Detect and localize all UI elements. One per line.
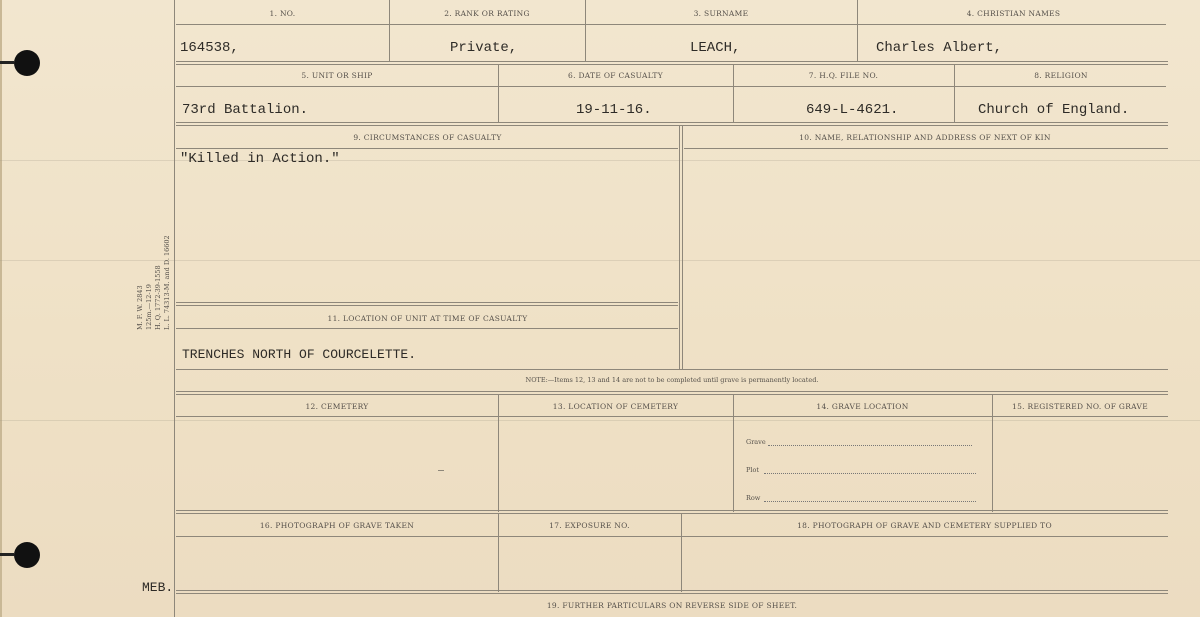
- header-cemetery: 12. CEMETERY: [305, 402, 369, 411]
- side-code-4: L. L. 74313-M. and D. 16602: [163, 235, 171, 330]
- frame-left-rule: [174, 0, 175, 617]
- punch-hole-bottom: [14, 542, 40, 568]
- christian-names-value: Charles Albert,: [876, 40, 1003, 56]
- date-of-casualty-value: 19-11-16.: [576, 102, 652, 118]
- header-unit: 5. UNIT OR SHIP: [301, 71, 373, 80]
- side-code-2: 125m.—12-19: [145, 284, 153, 330]
- binder-notch-top: [0, 61, 14, 64]
- header-religion: 8. RELIGION: [1034, 71, 1088, 80]
- header-registered-no: 15. REGISTERED NO. OF GRAVE: [1012, 402, 1148, 411]
- card-edge: [0, 0, 2, 617]
- header-photo-supplied: 18. PHOTOGRAPH OF GRAVE AND CEMETERY SUPPLIED TO: [797, 521, 1052, 530]
- header-rank: 2. RANK OR RATING: [444, 9, 530, 18]
- header-number: 1. NO.: [269, 9, 296, 18]
- location-of-unit-value: TRENCHES NORTH OF COURCELETTE.: [182, 347, 417, 362]
- surname-value: LEACH,: [690, 40, 741, 56]
- header-date: 6. DATE OF CASUALTY: [568, 71, 663, 80]
- service-number: 164538,: [180, 40, 239, 56]
- header-next-of-kin: 10. NAME, RELATIONSHIP AND ADDRESS OF NEXT OF KIN: [799, 133, 1051, 142]
- binder-notch-bottom: [0, 553, 14, 556]
- rank-value: Private,: [450, 40, 518, 56]
- file-number-value: 649-L-4621.: [806, 102, 899, 118]
- header-photo-taken: 16. PHOTOGRAPH OF GRAVE TAKEN: [259, 521, 415, 530]
- religion-value: Church of England.: [978, 102, 1130, 118]
- header-circumstances: 9. CIRCUMSTANCES OF CASUALTY: [353, 133, 502, 142]
- header-surname: 3. SURNAME: [693, 9, 749, 18]
- further-particulars-note: 19. FURTHER PARTICULARS ON REVERSE SIDE OF SHEET.: [546, 601, 798, 610]
- header-grave-location: 14. GRAVE LOCATION: [816, 402, 909, 411]
- note-text: NOTE:—Items 12, 13 and 14 are not to be completed until grave is permanently located.: [525, 376, 819, 384]
- header-christian-names: 4. CHRISTIAN NAMES: [966, 9, 1061, 18]
- clerk-initials: MEB.: [142, 580, 174, 595]
- grave-field-label: Grave: [746, 438, 766, 446]
- header-file-no: 7. H.Q. FILE NO.: [808, 71, 879, 80]
- side-code-3: H. Q. 1772-39-1558: [154, 265, 162, 330]
- header-location-of-cemetery: 13. LOCATION OF CEMETERY: [552, 402, 679, 411]
- header-exposure-no: 17. EXPOSURE NO.: [549, 521, 630, 530]
- row-field-label: Row: [746, 494, 761, 502]
- side-code-1: M. F. W. 2843: [136, 285, 144, 330]
- circumstances-value: "Killed in Action.": [180, 151, 340, 167]
- plot-field-label: Plot: [746, 466, 759, 474]
- unit-value: 73rd Battalion.: [182, 102, 309, 118]
- punch-hole-top: [14, 50, 40, 76]
- header-location-of-unit: 11. LOCATION OF UNIT AT TIME OF CASUALTY: [327, 314, 528, 323]
